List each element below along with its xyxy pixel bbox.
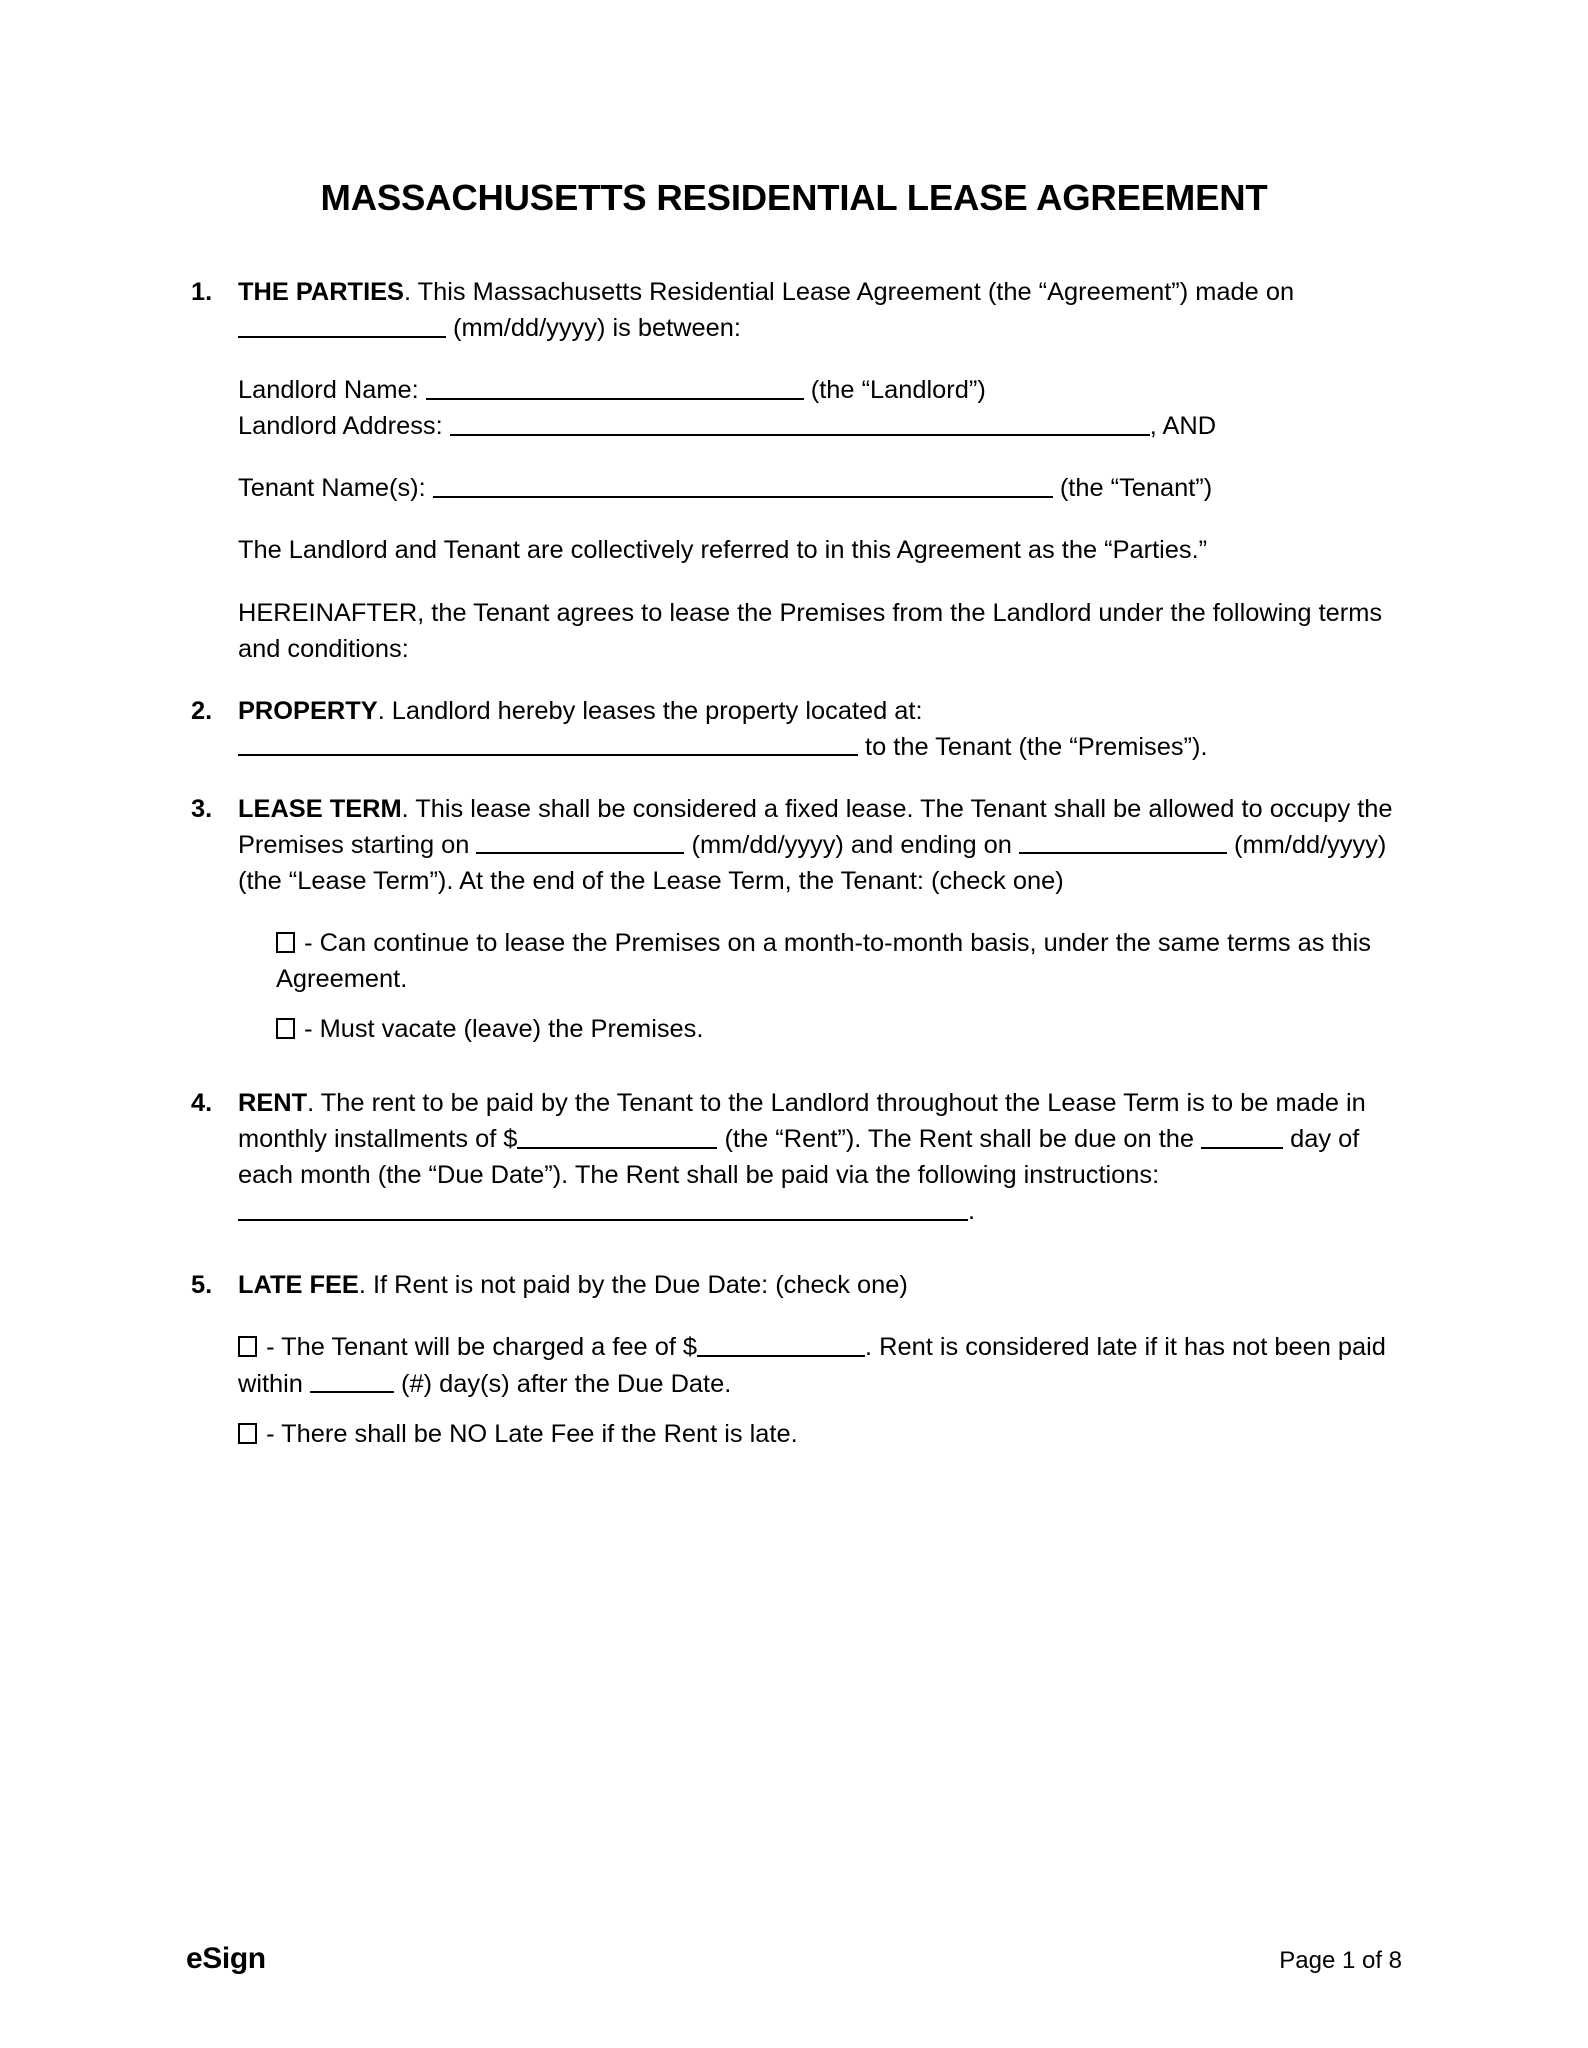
section-number: 2. [191,696,213,725]
section-content [238,791,1402,899]
late-fee-text-a: . If Rent is not paid by the Due Date: (check one) [358,1271,908,1300]
landlord-address-line [238,408,1402,444]
section-heading: LEASE TERM [238,794,402,823]
section-property [186,693,1402,765]
rent-due-day-blank[interactable] [1201,1123,1283,1148]
section-heading: RENT [238,1089,308,1118]
property-line-1 [238,693,1402,729]
late-fee-amount-blank[interactable] [697,1332,865,1357]
landlord-address-blank[interactable] [450,410,1150,435]
lease-end-date-blank[interactable] [1019,829,1227,854]
page-number: Page 1 of 8 [1279,1947,1402,1974]
property-line-2 [238,729,1402,765]
checkbox-icon[interactable] [276,932,295,953]
late-fee-option-1-part-c: (#) day(s) after the Due Date. [393,1369,732,1398]
lease-start-date-blank[interactable] [476,829,684,854]
parties-intro [238,274,1402,346]
property-address-blank[interactable] [238,731,858,756]
lease-term-option-2-label: - Must vacate (leave) the Premises. [304,1015,704,1044]
lease-term-paragraph [238,791,1402,899]
tenant-name-blank[interactable] [433,473,1053,498]
parties-intro-b: (mm/dd/yyyy) is between: [446,314,741,343]
property-text-b: to the Tenant (the “Premises”). [858,732,1208,761]
section-rent [186,1085,1402,1229]
page-title: MASSACHUSETTS RESIDENTIAL LEASE AGREEMENT [320,177,1268,218]
esign-logo: eSign [186,1942,266,1975]
tenant-name-line [238,470,1402,506]
landlord-address-label: Landlord Address: [238,412,443,441]
rent-paragraph [238,1085,1402,1229]
rent-text-c: day of each month (the “Due Date”). The Rent shall be paid via the following instructions: [238,1125,1360,1190]
rent-amount-blank[interactable] [517,1123,717,1148]
lease-term-text-b: (mm/dd/yyyy) and ending on [684,830,1019,859]
landlord-name-suffix: (the “Landlord”) [810,376,986,405]
section-the-parties [186,274,1402,667]
rent-text-b: (the “Rent”). The Rent shall be due on the [717,1125,1202,1154]
tenant-name-suffix: (the “Tenant”) [1059,474,1213,503]
section-number: 3. [191,794,213,823]
property-text-a: . Landlord hereby leases the property located at: [377,696,923,725]
late-fee-options [238,1329,1402,1451]
lease-term-text-a: . This lease shall be considered a fixed lease. The Tenant shall be allowed to occupy the Premises starting on [238,794,1393,859]
section-content [238,274,1402,667]
section-lease-term [186,791,1402,899]
late-fee-option-1-part-b: . Rent is considered late if it has not been paid within [238,1333,1386,1398]
checkbox-icon[interactable] [238,1423,257,1444]
section-number: 1. [191,278,213,307]
landlord-name-label: Landlord Name: [238,376,419,405]
late-fee-paragraph [238,1267,1402,1303]
section-content [238,1085,1402,1229]
lease-term-option-1-label: - Can continue to lease the Premises on a month-to-month basis, under the same terms as this Agreement. [276,928,1371,994]
checkbox-icon[interactable] [276,1018,295,1039]
tenant-name-label: Tenant Name(s): [238,474,426,503]
section-heading: PROPERTY [238,696,378,725]
late-fee-option-2[interactable] [238,1416,1402,1452]
lease-term-options [238,925,1402,1047]
lease-term-option-1[interactable] [276,925,1402,997]
late-fee-option-1-part-a: - The Tenant will be charged a fee of $ [266,1333,698,1362]
hereinafter-paragraph: HEREINAFTER, the Tenant agrees to lease the Premises from the Landlord under the following terms and conditions: [238,598,1383,663]
checkbox-icon[interactable] [238,1336,257,1357]
landlord-name-line [238,372,1402,408]
section-number: 5. [191,1271,213,1300]
late-fee-grace-days-blank[interactable] [310,1368,394,1393]
section-late-fee [186,1267,1402,1303]
landlord-name-blank[interactable] [426,374,804,399]
rent-text-d: . [968,1197,976,1226]
section-content [238,1267,1402,1303]
rent-text-a: . The rent to be paid by the Tenant to the Landlord throughout the Lease Term is to be made in monthly installments of $ [238,1089,1366,1154]
landlord-address-suffix: , AND [1149,412,1217,441]
lease-term-text-c: (mm/dd/yyyy) (the “Lease Term”). At the end of the Lease Term, the Tenant: (check one) [238,830,1387,895]
late-fee-option-1[interactable] [238,1329,1402,1401]
section-heading: LATE FEE [238,1271,359,1300]
document-body [186,0,1402,1452]
section-heading: THE PARTIES [238,278,404,307]
lease-term-option-2[interactable] [276,1011,1402,1047]
rent-instructions-blank[interactable] [238,1195,968,1220]
page-footer [186,1942,1402,1976]
parties-intro-a: . This Massachusetts Residential Lease Agreement (the “Agreement”) made on [404,278,1295,307]
late-fee-option-2-label: - There shall be NO Late Fee if the Rent is late. [266,1419,798,1448]
parties-collective-note: The Landlord and Tenant are collectively referred to in this Agreement as the “Parties.” [238,536,1208,565]
section-number: 4. [191,1089,213,1118]
section-content [238,693,1402,765]
agreement-date-blank[interactable] [238,312,446,337]
